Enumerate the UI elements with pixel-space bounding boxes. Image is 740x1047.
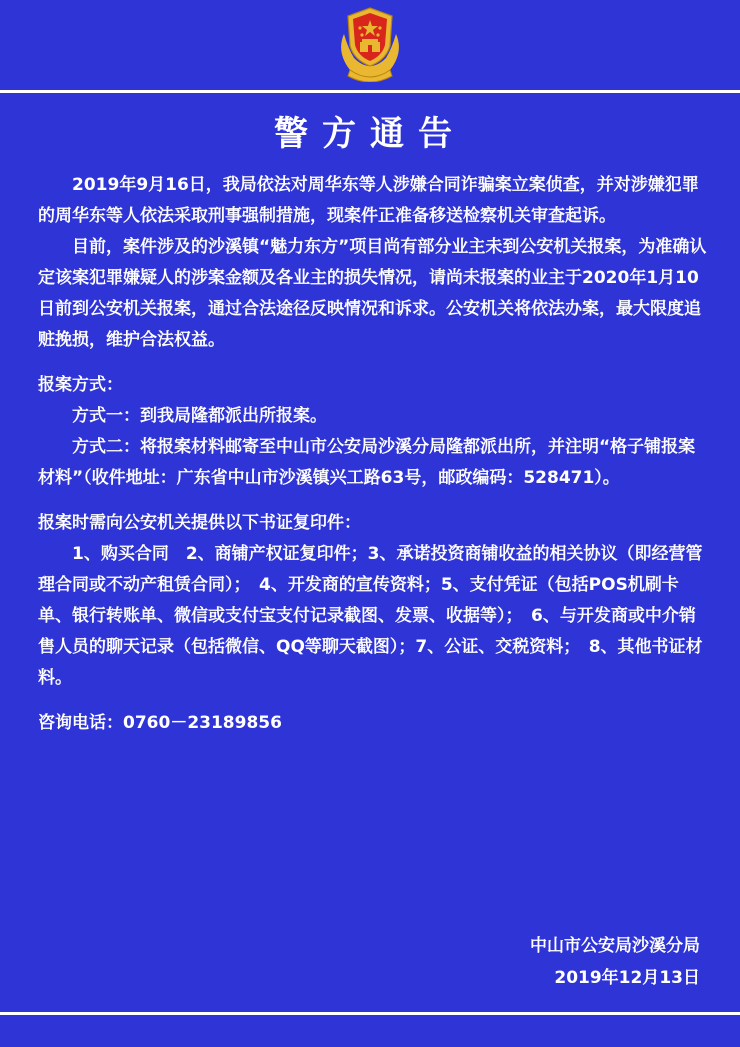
signature-block <box>530 930 700 994</box>
paragraph-appeal: 目前，案件涉及的沙溪镇“魅力东方”项目尚有部分业主未到公安机关报案，为准确认定该案犯罪嫌疑人的涉案金额及各业主的损失情况，请尚未报案的业主于2020年1月10日前到公安机关报案，通过合法途径反映情况和诉求。公安机关将依法办案，最大限度追赃挽损，维护合法权益。 <box>38 237 707 350</box>
report-methods-heading: 报案方式： <box>38 375 123 395</box>
report-method-1: 方式一：到我局隆都派出所报案。 <box>72 406 327 426</box>
bottom-divider <box>0 1012 740 1015</box>
paragraph-case: 2019年9月16日，我局依法对周华东等人涉嫌合同诈骗案立案侦查，并对涉嫌犯罪的周华东等人依法采取刑事强制措施，现案件正准备移送检察机关审查起诉。 <box>38 175 699 226</box>
top-divider <box>0 90 740 93</box>
page-title: 警方通告 <box>274 114 466 154</box>
police-emblem-icon <box>332 4 408 82</box>
documents-list: 1、购买合同 2、商铺产权证复印件；3、承诺投资商铺收益的相关协议（即经营管理合同或不动产租赁合同）； 4、开发商的宣传资料；5、支付凭证（包括POS机刷卡单、银行转账单、微信或支付宝支付记录截图、发票、收据等）； 6、与开发商或中介销售人员的聊天记录（包括微信、QQ等聊天截图）；7、公证、交税资料； 8、其他书证材料。 <box>38 544 703 688</box>
notice-body <box>38 170 708 739</box>
documents-heading: 报案时需向公安机关提供以下书证复印件： <box>38 513 361 533</box>
signature-date: 2019年12月13日 <box>554 968 700 988</box>
report-method-2: 方式二：将报案材料邮寄至中山市公安局沙溪分局隆都派出所，并注明“格子铺报案材料”（收件地址：广东省中山市沙溪镇兴工路63号，邮政编码：528471）。 <box>38 437 696 488</box>
contact-phone: 咨询电话：0760－23189856 <box>38 713 282 733</box>
signature-org: 中山市公安局沙溪分局 <box>530 936 700 956</box>
